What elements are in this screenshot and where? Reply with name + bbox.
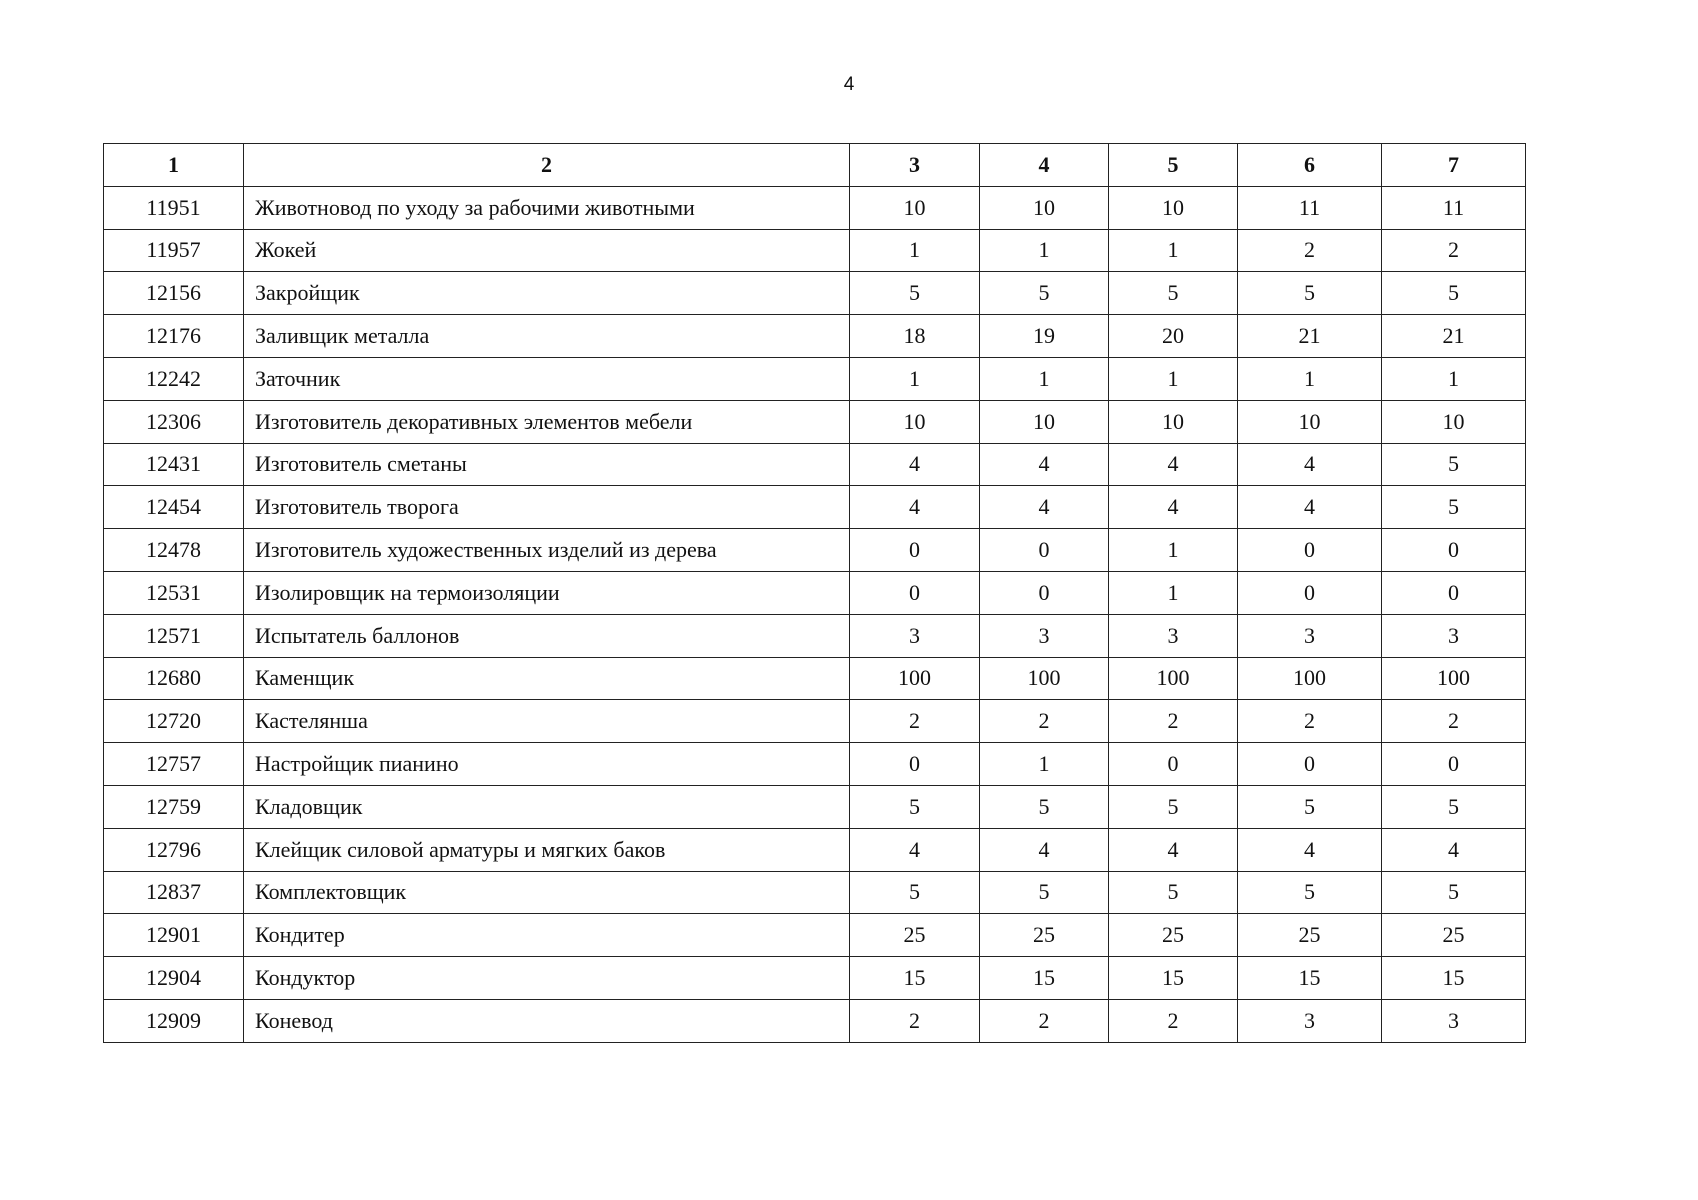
- table-row: [104, 571, 1526, 614]
- cell-value: 1: [980, 357, 1109, 400]
- cell-value: 4: [1238, 443, 1382, 486]
- cell-profession: Испытатель баллонов: [244, 614, 850, 657]
- column-header-1: 1: [104, 144, 244, 187]
- cell-code: 12454: [104, 486, 244, 529]
- cell-value: 1: [1109, 357, 1238, 400]
- cell-value: 100: [850, 657, 980, 700]
- cell-value: 5: [980, 871, 1109, 914]
- cell-value: 1: [980, 229, 1109, 272]
- cell-value: 5: [1238, 785, 1382, 828]
- column-header-3: 3: [850, 144, 980, 187]
- cell-profession: Комплектовщик: [244, 871, 850, 914]
- cell-value: 20: [1109, 315, 1238, 358]
- cell-value: 0: [980, 529, 1109, 572]
- cell-value: 10: [850, 186, 980, 229]
- cell-value: 4: [1238, 828, 1382, 871]
- cell-value: 10: [1109, 400, 1238, 443]
- table-row: [104, 871, 1526, 914]
- cell-value: 5: [1382, 871, 1526, 914]
- cell-value: 0: [850, 743, 980, 786]
- cell-code: 12176: [104, 315, 244, 358]
- cell-value: 2: [980, 700, 1109, 743]
- table-row: [104, 529, 1526, 572]
- table-row: [104, 999, 1526, 1042]
- cell-value: 5: [1382, 272, 1526, 315]
- table-row: [104, 315, 1526, 358]
- cell-value: 100: [1382, 657, 1526, 700]
- cell-value: 10: [980, 186, 1109, 229]
- cell-value: 100: [980, 657, 1109, 700]
- cell-value: 3: [1382, 999, 1526, 1042]
- table-header-row: [104, 144, 1526, 187]
- cell-value: 25: [1382, 914, 1526, 957]
- cell-profession: Жокей: [244, 229, 850, 272]
- cell-value: 1: [850, 357, 980, 400]
- table-row: [104, 614, 1526, 657]
- cell-value: 25: [1109, 914, 1238, 957]
- cell-value: 4: [980, 443, 1109, 486]
- cell-value: 10: [980, 400, 1109, 443]
- cell-value: 5: [850, 785, 980, 828]
- cell-code: 12242: [104, 357, 244, 400]
- cell-profession: Закройщик: [244, 272, 850, 315]
- cell-value: 1: [1109, 529, 1238, 572]
- cell-value: 1: [1109, 571, 1238, 614]
- cell-value: 5: [1109, 785, 1238, 828]
- cell-value: 1: [1109, 229, 1238, 272]
- cell-value: 4: [1109, 828, 1238, 871]
- cell-value: 21: [1382, 315, 1526, 358]
- table-row: [104, 486, 1526, 529]
- cell-value: 4: [1109, 443, 1238, 486]
- cell-value: 15: [1382, 957, 1526, 1000]
- cell-value: 21: [1238, 315, 1382, 358]
- table-row: [104, 443, 1526, 486]
- cell-value: 11: [1382, 186, 1526, 229]
- cell-value: 4: [850, 828, 980, 871]
- table-row: [104, 400, 1526, 443]
- cell-value: 2: [850, 700, 980, 743]
- cell-value: 100: [1238, 657, 1382, 700]
- cell-value: 5: [980, 272, 1109, 315]
- cell-code: 12757: [104, 743, 244, 786]
- cell-value: 3: [1109, 614, 1238, 657]
- column-header-5: 5: [1109, 144, 1238, 187]
- cell-profession: Изолировщик на термоизоляции: [244, 571, 850, 614]
- cell-value: 2: [850, 999, 980, 1042]
- cell-code: 12909: [104, 999, 244, 1042]
- cell-value: 5: [1109, 871, 1238, 914]
- cell-value: 10: [1109, 186, 1238, 229]
- cell-profession: Животновод по уходу за рабочими животными: [244, 186, 850, 229]
- cell-code: 12478: [104, 529, 244, 572]
- cell-value: 11: [1238, 186, 1382, 229]
- cell-value: 0: [1382, 571, 1526, 614]
- cell-value: 10: [850, 400, 980, 443]
- table-row: [104, 785, 1526, 828]
- cell-profession: Кондуктор: [244, 957, 850, 1000]
- cell-value: 5: [980, 785, 1109, 828]
- cell-profession: Заливщик металла: [244, 315, 850, 358]
- cell-profession: Коневод: [244, 999, 850, 1042]
- column-header-2: 2: [244, 144, 850, 187]
- cell-value: 4: [980, 828, 1109, 871]
- table-row: [104, 700, 1526, 743]
- profession-table: [103, 143, 1526, 1043]
- cell-value: 5: [1382, 443, 1526, 486]
- cell-profession: Изготовитель сметаны: [244, 443, 850, 486]
- cell-value: 0: [1238, 571, 1382, 614]
- cell-profession: Кондитер: [244, 914, 850, 957]
- cell-value: 5: [1238, 272, 1382, 315]
- cell-profession: Заточник: [244, 357, 850, 400]
- cell-value: 0: [1382, 743, 1526, 786]
- cell-value: 0: [1109, 743, 1238, 786]
- column-header-6: 6: [1238, 144, 1382, 187]
- cell-value: 2: [1382, 700, 1526, 743]
- cell-code: 12680: [104, 657, 244, 700]
- cell-profession: Изготовитель творога: [244, 486, 850, 529]
- cell-profession: Кастелянша: [244, 700, 850, 743]
- cell-code: 11957: [104, 229, 244, 272]
- cell-value: 0: [850, 529, 980, 572]
- cell-value: 5: [850, 871, 980, 914]
- cell-value: 25: [850, 914, 980, 957]
- cell-value: 0: [1238, 743, 1382, 786]
- cell-value: 100: [1109, 657, 1238, 700]
- cell-code: 12720: [104, 700, 244, 743]
- cell-profession: Каменщик: [244, 657, 850, 700]
- cell-code: 12901: [104, 914, 244, 957]
- cell-profession: Изготовитель декоративных элементов мебели: [244, 400, 850, 443]
- cell-code: 12904: [104, 957, 244, 1000]
- table-row: [104, 229, 1526, 272]
- cell-value: 3: [850, 614, 980, 657]
- cell-value: 1: [1238, 357, 1382, 400]
- cell-value: 0: [1238, 529, 1382, 572]
- cell-value: 0: [850, 571, 980, 614]
- cell-code: 12837: [104, 871, 244, 914]
- table-row: [104, 743, 1526, 786]
- cell-code: 11951: [104, 186, 244, 229]
- table-row: [104, 357, 1526, 400]
- cell-value: 2: [1238, 229, 1382, 272]
- cell-profession: Клейщик силовой арматуры и мягких баков: [244, 828, 850, 871]
- cell-value: 2: [980, 999, 1109, 1042]
- cell-value: 1: [980, 743, 1109, 786]
- cell-value: 3: [1238, 999, 1382, 1042]
- cell-value: 18: [850, 315, 980, 358]
- column-header-4: 4: [980, 144, 1109, 187]
- cell-code: 12156: [104, 272, 244, 315]
- cell-value: 4: [1238, 486, 1382, 529]
- cell-code: 12571: [104, 614, 244, 657]
- cell-value: 4: [850, 443, 980, 486]
- cell-value: 5: [1238, 871, 1382, 914]
- cell-value: 15: [1238, 957, 1382, 1000]
- cell-value: 4: [980, 486, 1109, 529]
- cell-code: 12531: [104, 571, 244, 614]
- table-row: [104, 186, 1526, 229]
- cell-code: 12431: [104, 443, 244, 486]
- cell-value: 2: [1109, 700, 1238, 743]
- cell-value: 4: [1109, 486, 1238, 529]
- cell-code: 12759: [104, 785, 244, 828]
- cell-value: 5: [1382, 486, 1526, 529]
- cell-value: 15: [980, 957, 1109, 1000]
- cell-value: 1: [850, 229, 980, 272]
- column-header-7: 7: [1382, 144, 1526, 187]
- page-number: 4: [843, 74, 855, 95]
- cell-value: 4: [1382, 828, 1526, 871]
- cell-value: 15: [850, 957, 980, 1000]
- cell-value: 15: [1109, 957, 1238, 1000]
- cell-value: 10: [1238, 400, 1382, 443]
- cell-value: 3: [1238, 614, 1382, 657]
- table-row: [104, 957, 1526, 1000]
- cell-value: 3: [980, 614, 1109, 657]
- table-row: [104, 828, 1526, 871]
- table-row: [104, 272, 1526, 315]
- cell-value: 25: [980, 914, 1109, 957]
- cell-value: 25: [1238, 914, 1382, 957]
- table-row: [104, 914, 1526, 957]
- cell-value: 2: [1109, 999, 1238, 1042]
- cell-profession: Настройщик пианино: [244, 743, 850, 786]
- table-row: [104, 657, 1526, 700]
- cell-value: 4: [850, 486, 980, 529]
- cell-value: 0: [1382, 529, 1526, 572]
- cell-value: 2: [1238, 700, 1382, 743]
- cell-value: 1: [1382, 357, 1526, 400]
- cell-code: 12306: [104, 400, 244, 443]
- cell-value: 2: [1382, 229, 1526, 272]
- cell-value: 0: [980, 571, 1109, 614]
- cell-value: 5: [1109, 272, 1238, 315]
- cell-value: 3: [1382, 614, 1526, 657]
- cell-profession: Кладовщик: [244, 785, 850, 828]
- cell-code: 12796: [104, 828, 244, 871]
- cell-value: 5: [850, 272, 980, 315]
- cell-value: 5: [1382, 785, 1526, 828]
- cell-profession: Изготовитель художественных изделий из дерева: [244, 529, 850, 572]
- cell-value: 19: [980, 315, 1109, 358]
- cell-value: 10: [1382, 400, 1526, 443]
